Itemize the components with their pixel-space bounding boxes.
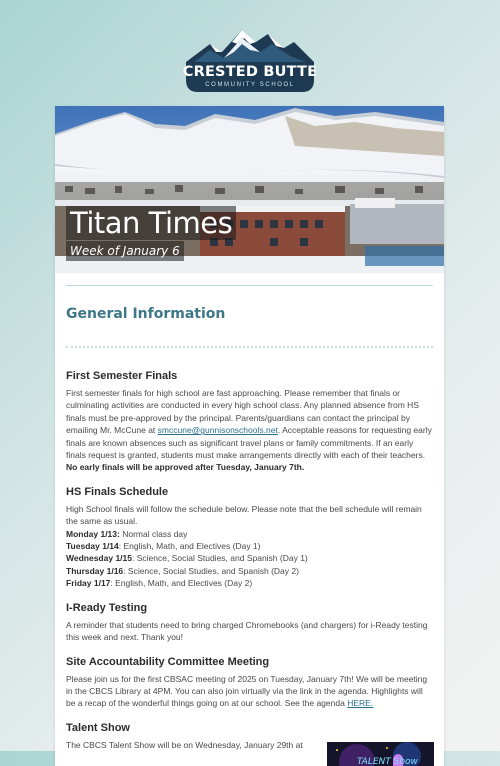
dotted-divider	[66, 346, 433, 348]
finals-heading: First Semester Finals	[66, 370, 178, 382]
school-logo[interactable]	[180, 22, 320, 94]
schedule-detail: : English, Math, and Electives (Day 1)	[118, 541, 261, 552]
schedule-day: Friday 1/17	[66, 578, 111, 589]
schedule-item	[66, 566, 299, 576]
finals-text-part2: . Acceptable reasons for requesting early finals are known absences such as significant travel plans or family commitments. If an early finals request is granted, students must make arrangements directly with each of their teachers.	[66, 425, 432, 461]
schedule-intro: High School finals will follow the schedule below. Please note that the bell schedule will remain the same as usual.	[66, 503, 422, 527]
talent-text: The CBCS Talent Show will be on Wednesday, January 29th at	[66, 739, 303, 750]
schedule-day: Thursday 1/16	[66, 565, 124, 576]
iready-text: A reminder that students need to bring charged Chromebooks (and chargers) for i-Ready testing this week and next. Thank you!	[66, 619, 428, 643]
agenda-link[interactable]: HERE.	[347, 698, 374, 709]
newsletter-title: Titan Times	[66, 206, 236, 240]
schedule-day: Wednesday 1/15	[66, 553, 132, 564]
iready-heading: I-Ready Testing	[66, 601, 148, 614]
schedule-item	[66, 541, 261, 551]
newsletter-card	[55, 106, 444, 766]
talent-image-text: TALENT Show	[357, 756, 418, 766]
schedule-day: Tuesday 1/14	[66, 541, 119, 552]
section-title: General Information	[66, 306, 226, 322]
schedule-item	[66, 578, 252, 588]
talent-section	[66, 721, 433, 766]
principal-email-link[interactable]: smccune@gunnisonschools.net	[157, 425, 278, 436]
sac-body: Please join us for the first CBSAC meeting of 2025 on Tuesday, January 7th! We will be meeting in the CBCS Library at 4PM. You can also join virtually via the link in the agenda. Highlights will be a recap of the wonderful things going on at our school. See the agenda	[66, 673, 428, 709]
schedule-detail: Normal class day	[119, 528, 188, 539]
logo-school-name: CRESTED BUTTE	[182, 64, 318, 80]
schedule-detail: : English, Math, and Electives (Day 2)	[110, 578, 253, 589]
schedule-detail: : Science, Social Studies, and Spanish (Day 1)	[132, 553, 308, 564]
talent-show-image	[327, 742, 434, 766]
finals-bold-note: No early finals will be approved after Tuesday, January 7th.	[66, 462, 305, 473]
logo-subtitle: COMMUNITY SCHOOL	[205, 82, 295, 88]
hero-banner	[55, 106, 444, 273]
divider	[66, 285, 433, 286]
sac-text	[66, 673, 433, 710]
finals-text-part1: First semester finals for high school are fast approaching. Please remember that finals or culminating activities are conducted in every high school class. Any planned absence from HS finals must be pre-approved by the principal. Parents/guardians can contact the principal by emailing Mr. McCune at	[66, 388, 419, 436]
newsletter-content	[55, 285, 444, 766]
header-logo-area	[0, 22, 500, 99]
schedule-detail: : Science, Social Studies, and Spanish (Day 2)	[123, 565, 299, 576]
schedule-heading: HS Finals Schedule	[66, 485, 169, 498]
talent-heading: Talent Show	[66, 721, 130, 734]
schedule-day: Monday 1/13:	[66, 528, 120, 539]
newsletter-week: Week of January 6	[66, 241, 184, 261]
schedule-text	[66, 503, 433, 590]
schedule-item	[66, 553, 308, 563]
schedule-item	[66, 529, 187, 539]
finals-text	[66, 387, 433, 474]
sac-heading: Site Accountability Committee Meeting	[66, 655, 270, 668]
